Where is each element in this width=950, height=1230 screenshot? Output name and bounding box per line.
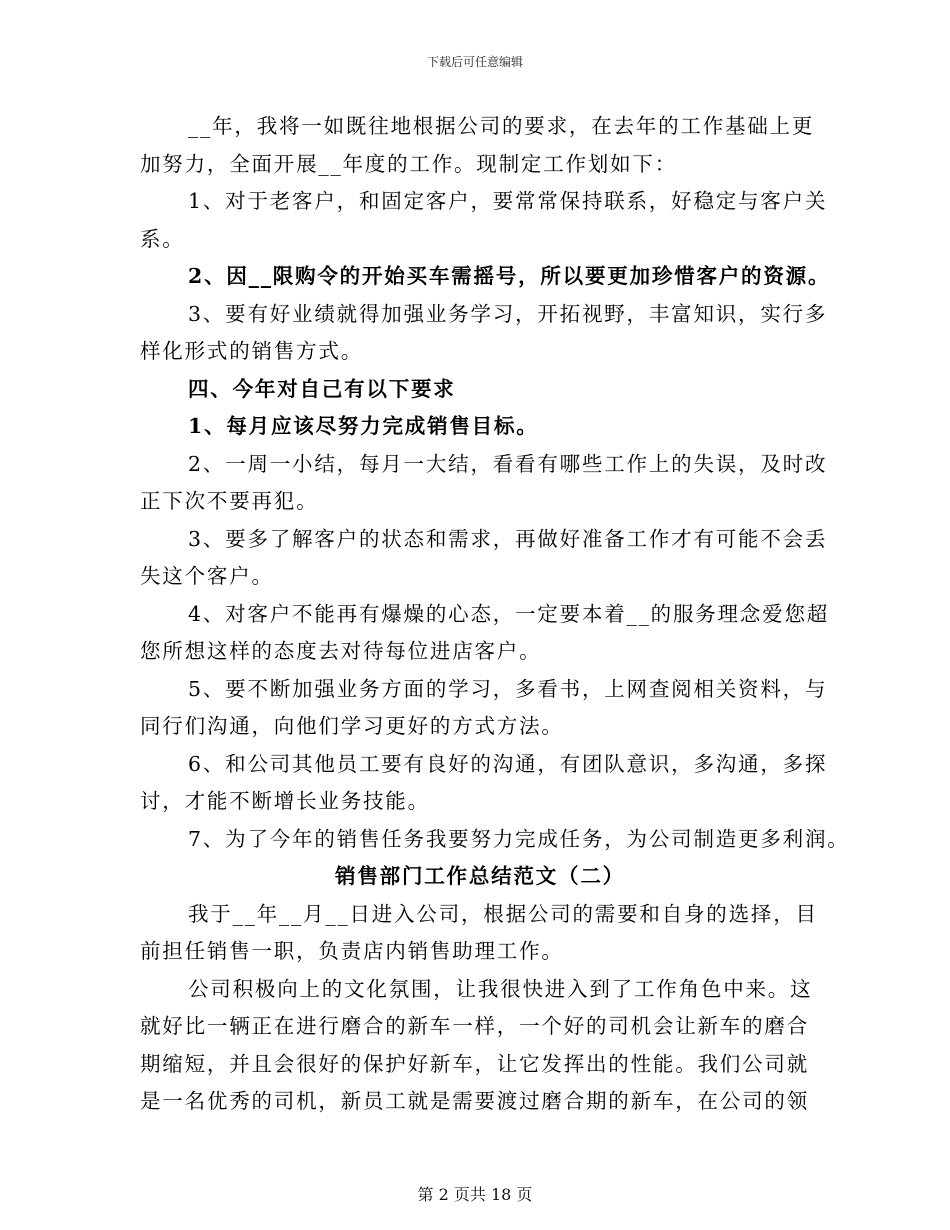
text-line: __年，我将一如既往地根据公司的要求，在去年的工作基础上更	[188, 114, 815, 138]
text-line: 失这个客户。	[140, 564, 274, 588]
text-line: 期缩短，并且会很好的保护好新车，让它发挥出的性能。我们公司就	[140, 1051, 809, 1076]
page-header: 下载后可任意编辑	[426, 55, 523, 69]
text-line: 您所想这样的态度去对待每位进店客户。	[140, 639, 542, 663]
text-line: 加努力，全面开展__年度的工作。现制定工作划如下：	[140, 151, 677, 176]
text-line: 5、要不断加强业务方面的学习，多看书，上网查阅相关资料，与	[188, 676, 828, 701]
text-line: 6、和公司其他员工要有良好的沟通，有团队意识，多沟通，多探	[188, 751, 828, 776]
text-line: 前担任销售一职，负责店内销售助理工作。	[140, 939, 564, 963]
page-footer: 第 2 页共 18 页	[417, 1185, 533, 1204]
text-line: 1、每月应该尽努力完成销售目标。	[188, 414, 539, 438]
text-line: 正下次不要再犯。	[140, 489, 319, 513]
text-line: 公司积极向上的文化氛围，让我很快进入到了工作角色中来。这	[188, 976, 813, 1001]
text-line: 同行们沟通，向他们学习更好的方式方法。	[140, 714, 564, 738]
text-line: 3、要有好业绩就得加强业务学习，开拓视野，丰富知识，实行多	[188, 301, 828, 326]
text-line: 我于__年__月__日进入公司，根据公司的需要和自身的选择，目	[188, 901, 818, 926]
text-line: 系。	[140, 226, 185, 251]
text-line: 4、对客户不能再有爆燥的心态，一定要本着__的服务理念爱您超	[188, 601, 830, 626]
text-line: 2、因__限购令的开始买车需摇号，所以要更加珍惜客户的资源。	[188, 264, 831, 288]
text-line: 2、一周一小结，每月一大结，看看有哪些工作上的失误，及时改	[188, 451, 828, 476]
text-line: 讨，才能不断增长业务技能。	[140, 789, 430, 813]
text-line: 样化形式的销售方式。	[140, 339, 363, 363]
text-line: 就好比一辆正在进行磨合的新车一样，一个好的司机会让新车的磨合	[140, 1014, 809, 1038]
text-line: 是一名优秀的司机，新员工就是需要渡过磨合期的新车，在公司的领	[140, 1089, 809, 1113]
text-line: 3、要多了解客户的状态和需求，再做好准备工作才有可能不会丢	[188, 526, 828, 551]
section-title: 销售部门工作总结范文（二）	[335, 864, 625, 888]
text-line: 四、今年对自己有以下要求	[188, 376, 456, 401]
text-line: 1、对于老客户，和固定客户，要常常保持联系，好稳定与客户关	[188, 189, 828, 213]
text-line: 7、为了今年的销售任务我要努力完成任务，为公司制造更多利润。	[188, 826, 850, 851]
document-body	[140, 108, 850, 1121]
